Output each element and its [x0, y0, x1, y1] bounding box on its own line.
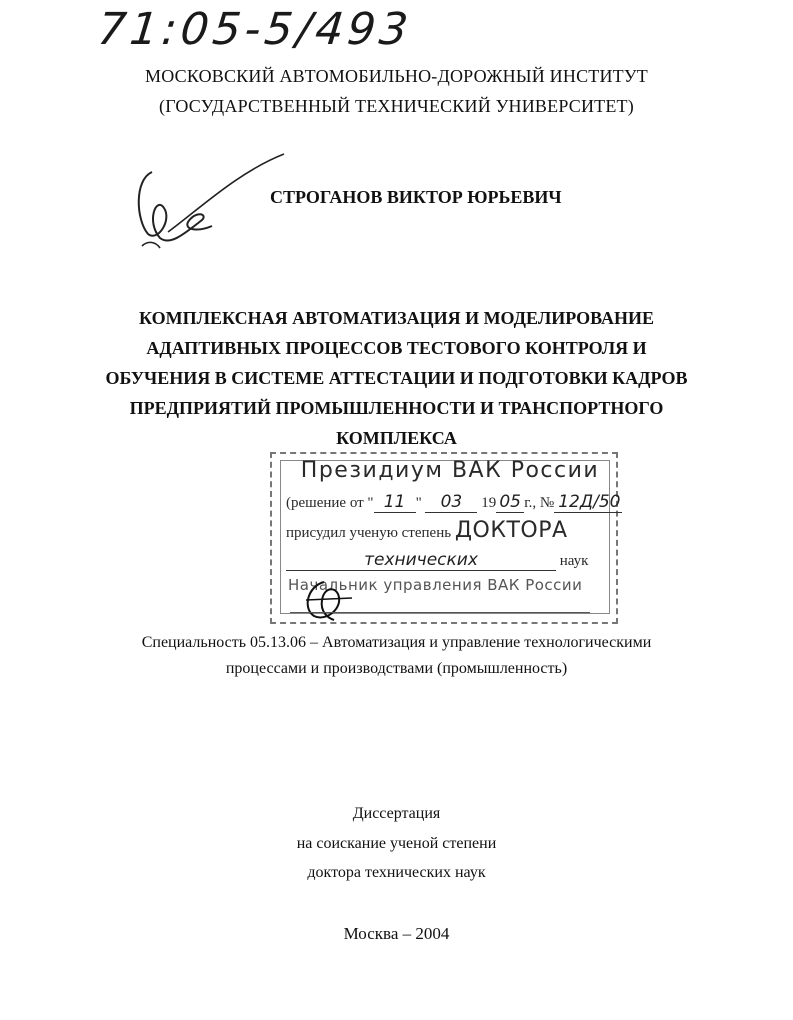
title-line: ОБУЧЕНИЯ В СИСТЕМЕ АТТЕСТАЦИИ И ПОДГОТОВКИ КАДРОВ — [105, 368, 688, 388]
stamp-degree-row — [286, 518, 568, 543]
title-line: АДАПТИВНЫХ ПРОЦЕССОВ ТЕСТОВОГО КОНТРОЛЯ И — [146, 338, 647, 358]
stamp-year-suffix: 05 — [496, 492, 524, 513]
stamp-year-prefix: 19 — [481, 495, 497, 511]
stamp-science-row — [286, 550, 606, 571]
specialty-line: процессами и производствами (промышленность) — [225, 660, 568, 677]
stamp-title: Президиум ВАК России — [300, 458, 600, 483]
stamp-quote: " — [415, 495, 422, 511]
dissertation-purpose: на соискание ученой степени — [296, 835, 497, 852]
author-signature — [128, 150, 288, 270]
institute-subtitle: (ГОСУДАРСТВЕННЫЙ ТЕХНИЧЕСКИЙ УНИВЕРСИТЕТ) — [159, 96, 634, 116]
title-line: КОМПЛЕКСНАЯ АВТОМАТИЗАЦИЯ И МОДЕЛИРОВАНИЕ — [139, 308, 654, 328]
dissertation-label: Диссертация — [352, 805, 441, 822]
city-year: Москва – 2004 — [343, 924, 450, 943]
title-line: ПРЕДПРИЯТИЙ ПРОМЫШЛЕННОСТИ И ТРАНСПОРТНОГО — [129, 398, 664, 418]
stamp-degree-text: присудил ученую степень — [286, 525, 452, 541]
stamp-decision-prefix: (решение от " — [286, 495, 374, 511]
institute-name: МОСКОВСКИЙ АВТОМОБИЛЬНО-ДОРОЖНЫЙ ИНСТИТУТ — [144, 66, 648, 86]
stamp-year-end: г., № — [524, 495, 555, 511]
stamp-degree-word: ДОКТОРА — [454, 518, 568, 543]
stamp-signature — [294, 578, 364, 622]
stamp-decision-row — [286, 492, 622, 513]
stamp-signature-line — [290, 612, 590, 613]
stamp-day: 11 — [374, 492, 416, 513]
archive-number: 71:05-5/493 — [95, 4, 415, 55]
stamp-head-title: Начальник управления ВАК России — [288, 576, 583, 594]
stamp-decision-number: 12Д/50 — [554, 492, 622, 513]
stamp-science-word: наук — [559, 553, 589, 569]
author-name: СТРОГАНОВ ВИКТОР ЮРЬЕВИЧ — [270, 187, 562, 207]
dissertation-title — [0, 303, 793, 453]
dissertation-degree: доктора технических наук — [307, 864, 486, 881]
stamp-science-field: технических — [286, 550, 556, 571]
title-line: КОМПЛЕКСА — [336, 428, 457, 448]
specialty-line: Специальность 05.13.06 – Автоматизация и управление технологическими — [141, 634, 652, 651]
stamp-month: 03 — [425, 492, 477, 513]
